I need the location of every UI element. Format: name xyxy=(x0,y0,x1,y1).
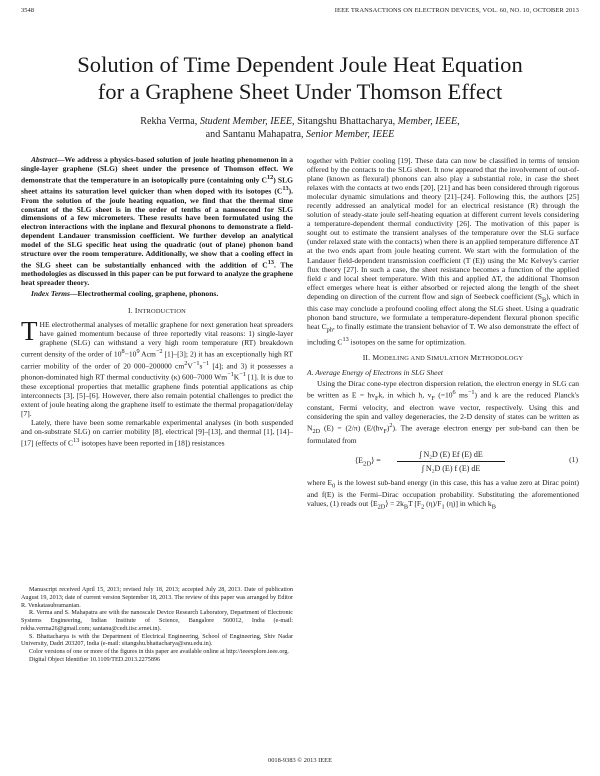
rc-sub-b2: B xyxy=(403,503,409,511)
intro-text-i: [1]. It is due to these exceptional properties that metallic graphene finds potential applications as chip interconnects [3], [5]–[6]. However, there also remain potential challenges to predict the extent of joule heating along the graphene itself to estimate the thermal propagation/delay [7]. xyxy=(21,372,294,419)
intro-sup-2: 9 xyxy=(136,348,140,356)
author-2-role: Member, IEEE xyxy=(397,116,458,127)
abstract-sup-c: 13 xyxy=(267,259,274,266)
equation-lhs xyxy=(355,454,381,471)
section-2-title-a: ODELING AND xyxy=(379,355,427,363)
section-2-title-s: S xyxy=(426,353,432,363)
rc-p3-d: T [F xyxy=(408,499,422,509)
subsection-a-heading: A. Average Energy of Electrons in SLG Sheet xyxy=(307,367,443,377)
copyright-footer: 0018-9383 © 2013 IEEE xyxy=(268,757,332,764)
intro-p2-text-a: Lately, there have been some remarkable experimental analyses (in both suspended and on-substrate SLG) on carrier mobility [8], electrical [9]–[13], and thermal [1], [14]–[17] (effects of C xyxy=(21,418,293,448)
intro-sup-1: 8 xyxy=(121,348,125,356)
rc-p3-b: is the lowest sub-band energy (in this case, this has a value zero at Dirac point) and f(E) is the Fermi–Dirac occupation probability. Substituting the aforementioned values, (1) reads out ⟨E xyxy=(307,477,579,509)
section-2-title-c: ETHODOLOGY xyxy=(477,355,524,363)
rc-sub-1: 1 xyxy=(441,503,445,511)
footnote-affiliation-1: R. Verma and S. Mahapatra are with the nanoscale Device Research Laboratory, Department of Electronic Systems Engineering, Indian Institute of Science, Bangalore 560012, India (e-mail: rekha.verma26@gmail.com; santanu@cedt.iisc.ernet.in). xyxy=(21,610,293,632)
eq-lhs-sub: 2D xyxy=(363,460,372,468)
rc-sub-0: 0 xyxy=(332,482,336,490)
left-column xyxy=(21,156,293,448)
abstract-lead: Abstract xyxy=(31,155,57,164)
intro-text-a: HE electrothermal analyses of metallic graphene for next generation heat spreaders have gained momentum because of three reportedly vital reasons: 1) single-layer graphene (SLG) can withstand a very high room temperature (RT) breakdown current density of the order of 10 xyxy=(21,320,293,359)
footnotes xyxy=(21,587,293,665)
equation-denominator: ∫ N₂D (E) f (E) dE xyxy=(421,463,481,473)
paper-title xyxy=(30,52,570,105)
intro-sup-3: −2 xyxy=(155,348,163,356)
intro-sup-9: 13 xyxy=(73,437,80,445)
intro-sup-5: −1 xyxy=(192,359,200,367)
footnote-manuscript: Manuscript received April 15, 2013; revised July 18, 2013; accepted July 28, 2013. Date of publication August 19, 2013; date of current version September 18, 2013. The review of this paper was arranged by Editor R. Venkatasubramanian. xyxy=(21,587,293,609)
rc-sup-13: 13 xyxy=(342,335,349,343)
rc-p3-c: ⟩ = 2k xyxy=(385,499,404,509)
abstract xyxy=(21,156,293,288)
rc-p2-f: (E) = (2/π) (E/(ħv xyxy=(320,423,384,433)
rc-p2-a: Using the Dirac cone-type electron dispersion relation, the electron energy in SLG can be written as E = ħv xyxy=(307,378,579,400)
rc-p2-e: ) and k are the reduced Planck's constant, Fermi velocity, and electron wave vector, respectively. Using this and considering the spin and valley degeneracies, the 2-D density of states can be written as N xyxy=(307,390,580,433)
rc-sub-f3: F xyxy=(383,427,387,435)
title-line-2: for a Graphene Sheet Under Thomson Effect xyxy=(97,78,503,104)
eq-lhs-a: ⟨E xyxy=(355,455,364,465)
rc-sub-2d2: 2D xyxy=(377,503,386,511)
abstract-sup-b: 13 xyxy=(282,185,289,193)
intro-paragraph-2 xyxy=(21,418,293,448)
rc-p2-h: ). The average electron energy per sub-band can then be formulated from xyxy=(307,423,579,445)
abstract-dash: — xyxy=(57,155,65,164)
intro-text-c: Acm xyxy=(139,349,156,359)
rc-p3-a: where E xyxy=(307,477,333,487)
rc-sup-m1: −1 xyxy=(467,388,475,396)
rc-sup-6: 6 xyxy=(452,388,456,396)
intro-sup-8: −1 xyxy=(239,371,246,379)
author-list xyxy=(30,115,570,141)
intro-text-d: [1]–[3]; 2) it has an exceptionally high RT carrier mobility of the order of 20 000–200000 cm xyxy=(21,349,293,371)
page-number: 3548 xyxy=(21,7,34,14)
rc-p2-c: (=10 xyxy=(434,390,453,400)
rc-sub-ph: ph xyxy=(326,326,333,334)
intro-sup-6: −1 xyxy=(202,359,210,367)
rc-p2-b: k, in which ħ, v xyxy=(378,390,432,400)
rc-text-c: , to finally estimate the transient behavior of T. We also demonstrate the effect of including C xyxy=(307,322,579,347)
author-1-role: Student Member, IEEE xyxy=(199,116,293,127)
author-line-1 xyxy=(30,115,570,128)
rc-sub-f2: F xyxy=(431,394,435,402)
rc-text-b: ), which in this case may conclude a profound cooling effect along the SLG sheet. Using a quadratic phonon band structure, we formulate a temperature-dependent flexural phonon specific heat C xyxy=(307,291,579,332)
rc-sub-2: 2 xyxy=(421,503,425,511)
intro-sup-4: 2 xyxy=(184,359,188,367)
journal-name: IEEE TRANSACTIONS ON ELECTRON DEVICES, VOL. 60, NO. 10, OCTOBER 2013 xyxy=(334,7,579,14)
index-terms-text: Electrothermal cooling, graphene, phonons. xyxy=(77,289,219,299)
right-paragraph-3 xyxy=(307,478,579,512)
intro-text-b: −10 xyxy=(124,349,137,359)
drop-cap: T xyxy=(21,316,38,347)
footnote-color: Color versions of one or more of the figures in this paper are available online at http://ieeexplore.ieee.org. xyxy=(29,649,289,655)
author-3: and Santanu Mahapatra, xyxy=(205,129,304,140)
equation-1 xyxy=(307,448,579,474)
equation-fraction xyxy=(397,448,505,475)
intro-sup-7: −1 xyxy=(227,371,234,379)
index-terms xyxy=(21,290,293,299)
rc-p3-f: (η)] in which k xyxy=(444,499,492,509)
abstract-text-1: We address a physics-based solution of joule heating phenomenon in a single-layer graphene (SLG) sheet under the presence of Thomson effect. We demonstrate that the temperature in an isotopically pure (containing only C xyxy=(21,155,293,185)
rc-sub-b3: B xyxy=(491,503,496,511)
footnote-doi: Digital Object Identifier 10.1109/TED.2013.2275896 xyxy=(29,656,161,663)
right-paragraph-1 xyxy=(307,156,579,346)
section-1-heading xyxy=(21,306,293,316)
intro-text-g: [4]; and 3) it possesses a phonon-dominated high RT thermal conductivity (κ) 600–7000 Wm xyxy=(21,361,294,382)
rc-p2-g: ) xyxy=(386,423,390,433)
intro-p2-text-b: isotopes have been reported in [18]) resistances xyxy=(79,438,225,448)
section-2-heading xyxy=(307,353,579,363)
running-head xyxy=(21,6,579,16)
rc-p3-e: (η)/F xyxy=(424,499,442,509)
intro-paragraph-1 xyxy=(21,316,294,419)
equation-number: (1) xyxy=(569,454,578,464)
abstract-sup-a: 12 xyxy=(266,173,274,181)
section-1-numeral: I. I xyxy=(127,306,138,316)
intro-text-f: s xyxy=(199,361,203,371)
rc-sub-b: B xyxy=(541,296,547,304)
intro-text-h: K xyxy=(233,372,240,382)
right-paragraph-2 xyxy=(307,379,579,445)
equation-numerator: ∫ N₂D (E) Ef (E) dE xyxy=(397,448,505,462)
title-line-1: Solution of Time Dependent Joule Heat Equation xyxy=(77,52,523,77)
index-terms-lead: Index Terms xyxy=(31,289,70,299)
section-2-numeral: II. M xyxy=(362,353,380,363)
right-column xyxy=(307,156,579,512)
rc-sub-f1: F xyxy=(375,394,379,402)
abstract-text-4: . The methodologies as discussed in this paper can be put forward to analyze the graphene heat spreader theory. xyxy=(21,260,293,288)
section-1-title: NTRODUCTION xyxy=(137,308,186,316)
abstract-text-3: ). From the solution of the joule heating equation, we find that the thermal time constant of the SLG sheet is in the order of tenths of a nanosecond for SLG dimensions of a few micrometers. These results have been formulated using the electron interactions with the inplane and flexural phonons to demonstrate a field-dependent Landauer transmission coefficient. We further develop an analytical model of the SLG specific heat using the quadratic (out of plane) phonon band structure over the room temperature. Additionally, we show that a cooling effect in the SLG sheet can be substantially enhanced with the addition of C xyxy=(21,186,293,270)
index-terms-dash: — xyxy=(69,289,78,299)
abstract-text-2: ) SLG sheet attains its saturation level quicker than when doped with its isotopes (C xyxy=(21,175,293,196)
section-2-title-m: M xyxy=(470,353,478,363)
rc-sup-2: 2 xyxy=(389,421,393,429)
author-sep: , xyxy=(457,116,460,127)
rc-p2-d: ms xyxy=(455,390,468,400)
eq-lhs-end: ⟩ = xyxy=(371,455,381,465)
rc-text-a: together with Peltier cooling [19]. These data can now be classified in terms of tension offered by the contacts to the SLG sheet. It now appeared that the involvement of out-of-plane (known as flexural) phonons can also play a substantial role, in case the sheet relaxes with the contacts at two ends [20], [21] and has been considered through rigorous molecular dynamic simulations and theory [21]–[24]. Following this, the authors [25] recently addressed an analytical model for an electrical resistance (R) through the solution of steady-state joule self-heating equation at different current levels considering a temperature-dependent thermal conductivity [26]. The motivation of this paper is sought out to estimate the transient analyses of the temperature over the SLG surface (under relaxed state with the contacts) when there is an applied temperature difference ΔT at the two ends apart from joule heating current. We start with the formulation of the Landauer field-dependent transmission coefficient (T (E)) using the Mc Kelvey's carrier flux theory [27]. In such a case, the sheet resistance becomes a function of the applied field ε and local sheet temperature. With this and applied ΔT, the additional Thomson effect emerges where heat is either absorbed or rejected along the length of the sheet depending on direction of the current flow and sign of Seebeck coefficient (S xyxy=(307,156,579,301)
author-1: Rekha Verma, xyxy=(140,116,198,127)
rc-text-d: isotopes on the same for optimization. xyxy=(348,337,466,347)
author-line-2 xyxy=(30,128,570,141)
rc-sub-2d: 2D xyxy=(312,427,321,435)
intro-text-e: V xyxy=(187,361,193,371)
section-2-title-b: IMULATION xyxy=(431,355,471,363)
author-3-role: Senior Member, IEEE xyxy=(306,129,395,140)
author-2: , Sitangshu Bhattacharya, xyxy=(292,116,396,127)
footnote-affiliation-2: S. Bhattacharya is with the Department of Electrical Engineering, School of Engineering, Shiv Nadar University, Dadri 203207, India (e-mail: sitangshu.bhattacharya@snu.edu.in). xyxy=(21,633,293,648)
